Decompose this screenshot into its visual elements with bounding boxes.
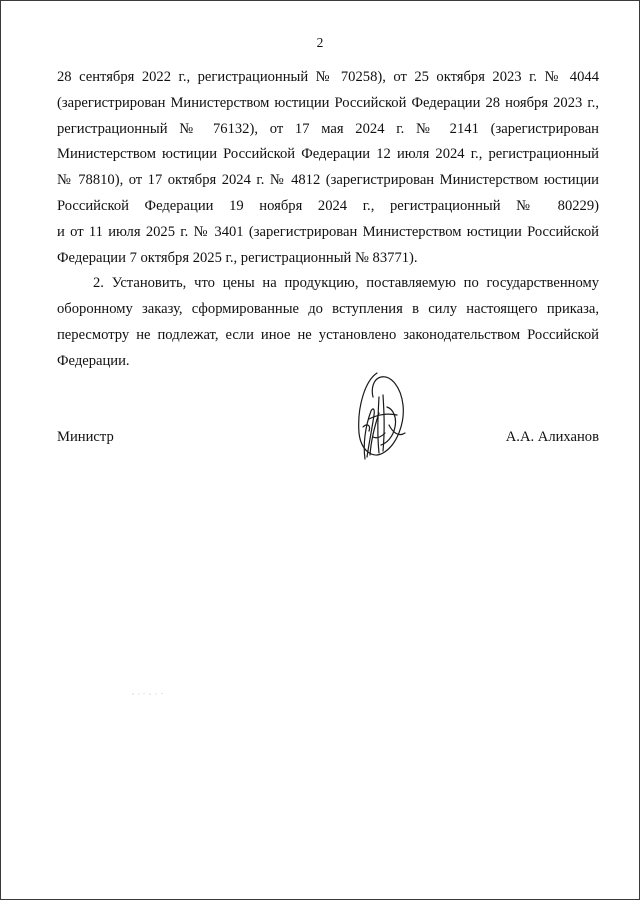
signatory-name: А.А. Алиханов [505, 429, 599, 445]
paragraph-2-line: Федерации. [57, 352, 130, 369]
paragraph-1-line: № 78810), от 17 октября 2024 г. № 4812 (зарегистрирован Министерством юстиции [57, 172, 599, 189]
paragraph-1-line: и от 11 июля 2025 г. № 3401 (зарегистрирован Министерством юстиции Российской [57, 223, 599, 240]
paragraph-1-line: Российской Федерации 19 ноября 2024 г., регистрационный № 80229) [57, 197, 599, 214]
page-number: 2 [316, 35, 324, 50]
paragraph-2-line: 2. Установить, что цены на продукцию, поставляемую по государственному [93, 275, 599, 292]
paragraph-1-line: Федерации 7 октября 2025 г., регистрационный № 83771). [57, 249, 418, 266]
paragraph-1-line: регистрационный № 76132), от 17 мая 2024 г. № 2141 (зарегистрирован [57, 120, 599, 137]
signatory-title: Министр [57, 429, 114, 445]
paragraph-1-line: Министерством юстиции Российской Федерации 12 июля 2024 г., регистрационный [57, 146, 599, 163]
scan-speck [131, 691, 165, 697]
document-body [57, 65, 599, 375]
signature-block [57, 429, 599, 451]
paragraph-1-line: (зарегистрирован Министерством юстиции Российской Федерации 28 ноября 2023 г., [57, 94, 599, 111]
handwritten-signature [343, 367, 413, 463]
paragraph-2-line: оборонному заказу, сформированные до вступления в силу настоящего приказа, [57, 301, 599, 318]
paragraph-1-line: 28 сентября 2022 г., регистрационный № 70258), от 25 октября 2023 г. № 4044 [57, 69, 599, 85]
paragraph-2-line: пересмотру не подлежат, если иное не установлено законодательством Российской [57, 326, 599, 343]
